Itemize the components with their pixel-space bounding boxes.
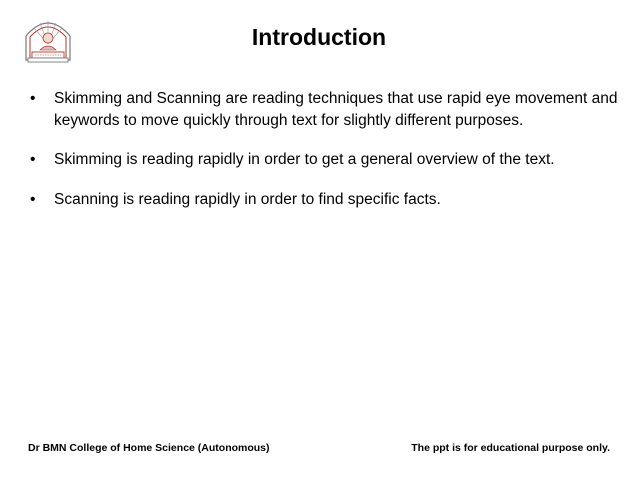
- list-item: [30, 149, 620, 171]
- bullet-list: [30, 88, 620, 210]
- list-item: [30, 88, 620, 131]
- bullet-icon: •: [30, 151, 36, 168]
- slide-title: Introduction: [251, 24, 387, 50]
- list-item: [30, 189, 620, 211]
- bullet-text: Skimming and Scanning are reading techniques that use rapid eye movement and keywords to move quickly through text for slightly different purposes.: [54, 90, 618, 129]
- bullet-icon: •: [30, 90, 36, 107]
- bullet-text: Scanning is reading rapidly in order to find specific facts.: [54, 190, 441, 208]
- bullet-text: Skimming is reading rapidly in order to get a general overview of the text.: [54, 151, 555, 168]
- footer-college-name: Dr BMN College of Home Science (Autonomous): [28, 442, 270, 454]
- footer-disclaimer: The ppt is for educational purpose only.: [411, 442, 610, 454]
- bullet-icon: •: [30, 190, 36, 208]
